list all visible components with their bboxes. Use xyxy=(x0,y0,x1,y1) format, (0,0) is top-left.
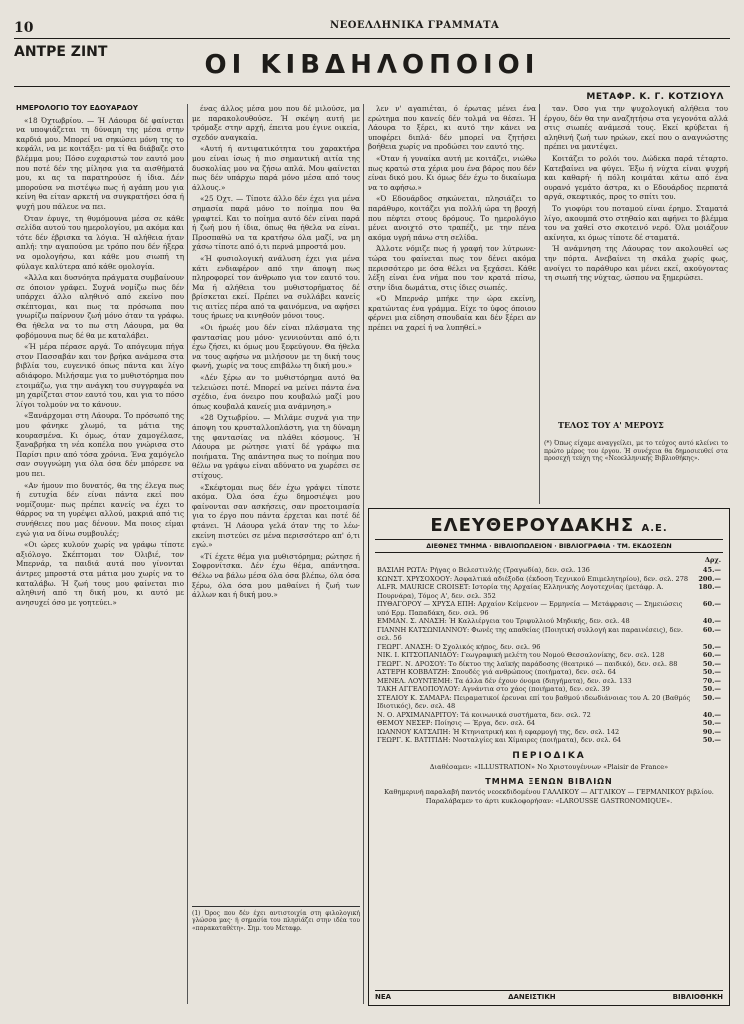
book-price: 40.— xyxy=(702,617,721,625)
book-title: ΓΕΩΡΓ. Ν. ΔΡΟΣΟΥ: Το δίκτυο της λαϊκής παράδοσης (θεατρικό — παιδικό), δεν. σελ. 88 xyxy=(377,659,678,668)
book-title: ALFR. MAURICE CROISET: Ιστορία της Αρχαίας Ελληνικής Λογοτεχνίας (μετάφρ. Α. Πουρνάρα), Τόμος Α', δεν. σελ. 352 xyxy=(377,583,664,600)
author-name: ΑΝΤΡΕ ΖΙΝΤ xyxy=(14,44,108,60)
advertiser-suffix: Α.Ε. xyxy=(641,523,668,534)
advertiser-name xyxy=(369,515,729,536)
book-entry xyxy=(377,583,721,600)
masthead: ΝΕΟΕΛΛΗΝΙΚΑ ΓΡΑΜΜΑΤΑ xyxy=(330,20,500,31)
book-title: ΕΜΜΑΝ. Σ. ΑΝΑΣΗ: Ή Καλλιέργεια του Τριφυλλιού Μηδικής, δεν. σελ. 48 xyxy=(377,617,630,625)
ad-footer-mid: ΔΑΝΕΙΣΤΙΚΗ xyxy=(508,993,556,1001)
price-header: Δρχ. xyxy=(704,556,721,564)
book-entry xyxy=(377,668,721,677)
book-price: 45.— xyxy=(702,566,721,574)
book-entry xyxy=(377,643,721,652)
book-title: ΓΕΩΡΓ. Κ. ΒΑΤΙΤΙΔΗ: Νοσταλγίες και Χίμαιρες (ποιήματα), δεν. σελ. 64 xyxy=(377,736,622,744)
column-divider xyxy=(187,104,188,1004)
periodicals-text: Διαθέσαμεν: «ILLUSTRATION» Νο Χριστουγέννων «Plaisir de France» xyxy=(429,762,669,771)
book-title: ΑΣΤΕΡΗ ΚΟΒΒΑΤΖΗ: Σπουδές γιά ανθρώπους (ποιήματα), δεν. σελ. 64 xyxy=(377,668,617,676)
paragraph: ένας άλλος μέσα μου που δέ μιλούσε, μα με παρακολουθούσε. Ή σκέψη αυτή με τρόμαξε στην αρχή, έπειτα μου έγινε οικεία, σχεδόν αναγκαία. xyxy=(192,104,360,142)
paragraph: λεν ν' αγαπιέται, ό έρωτας μένει ένα ερώτημα που κανείς δέν τολμά να θέσει. Ή Λάουρα το ξέρει, κι αυτό την κάνει να υποφέρει διπλά· δέν μπορεί να ζητήσει βοήθεια χωρίς να προδώσει τον εαυτό της. xyxy=(368,104,536,152)
page-number: 10 xyxy=(14,20,34,36)
section-heading: ΗΜΕΡΟΛΟΓΙΟ ΤΟΥ ΕΔΟΥΑΡΔΟΥ xyxy=(16,104,138,112)
paragraph: «25 Όχτ. — Τίποτε άλλο δέν έχει για μένα σημασία παρά μόνο το ποίημα που θα γραφτεί. Και το ποίημα αυτό δέν είναι παρά ή ζωή μου ή ίδια, όπως θα ήθελα να είναι. Προσπαθώ να τα κρατήσω όλα μαζί, να μη χάσω τίποτε από ό,τι περνά μπροστά μου. xyxy=(192,194,360,252)
bookshop-advertisement xyxy=(368,508,730,1006)
paragraph: «Οι ήρωές μου δέν είναι πλάσματα της φαντασίας μου μόνο· γεννιούνται από ό,τι έχω ζήσει, κι όμως μου ξεφεύγουν. Θα ήθελα να τους αφήσω να μιλήσουν με τη δική τους φωνή, χωρίς να τους επιβάλω τη δική μου.» xyxy=(192,323,360,371)
editor-note: (*) Όπως είχαμε αναγγείλει, με το τεύχος αυτό κλείνει το πρώτο μέρος του έργου. Ή συνέχεια θα δημοσιευθεί στα προσεχή τεύχη της «Νεοελληνικής Βιβλιοθήκης». xyxy=(544,440,728,463)
translator-credit: ΜΕΤΑΦΡ. Κ. Γ. ΚΟΤΖΙΟΥΛ xyxy=(586,92,724,102)
book-entry xyxy=(377,600,721,617)
book-title: ΝΙΚ. Ι. ΚΙΤΣΟΠΑΝΙΔΟΥ: Γεωγραφική μελέτη του Νομού Θεσσαλονίκης, δεν. σελ. 128 xyxy=(377,651,665,659)
paragraph: «Αυτή ή αντιφατικότητα του χαρακτήρα μου είναι ίσως ή πιο σημαντική αιτία της δυσκολίας μου να ζήσω απλά. Μου φαίνεται πως δέν υπάρχω παρά μόνο μέσα από τους άλλους.» xyxy=(192,144,360,192)
foreign-books-text: Καθημερινή παραλαβή παντός νεοεκδιδομένου ΓΑΛΛΙΚΟΥ — ΑΓΓΛΙΚΟΥ — ΓΕΡΜΑΝΙΚΟΥ βιβλίου. Παραλάβαμεν το άρτι κυκλοφορήσαν: «LAROUSSE GASTRONOMIQUE». xyxy=(384,788,714,805)
book-price: 200.— xyxy=(698,574,721,583)
book-price: 60.— xyxy=(702,651,721,659)
paragraph: «Τί έχετε θέμα για μυθιστόρημα; ρώτησε ή Σοφρονίτσκα. Δέν έχω θέμα, απάντησα. Θέλω να βάλω μέσα όλα όσα βλέπω, όλα όσα ξέρω, όλα όσα μου μαθαίνει ή ζωή των άλλων και ή δική μου.» xyxy=(192,551,360,600)
book-entry xyxy=(377,719,721,728)
book-list xyxy=(377,566,721,745)
footnote: (1) Όρος που δέν έχει αντιστοιχία στη φιλολογική γλώσσα μας· ή σημασία του πλησιάζει στην ιδέα του «παρακαταθέτη». Σημ. του Μεταφρ. xyxy=(192,906,360,932)
column-3 xyxy=(368,104,536,520)
book-price: 50.— xyxy=(702,736,721,744)
book-entry xyxy=(377,617,721,626)
top-rule xyxy=(14,38,730,39)
book-entry xyxy=(377,728,721,737)
book-title: ΓΕΩΡΓ. ΑΝΑΣΗ: Ό Σχολικός κήπος, δεν. σελ. 96 xyxy=(377,642,541,651)
book-price: 70.— xyxy=(702,676,721,685)
paragraph: «Όταν ή γυναίκα αυτή με κοιτάζει, νιώθω πως κρατώ στα χέρια μου ένα βάρος που δέν είναι δικό μου. Κι όμως δέν έχω το δικαίωμα να το αφήσω.» xyxy=(368,153,536,192)
paragraph: «Ό Εδουάρδος σηκώνεται, πλησιάζει το παράθυρο, κοιτάζει για πολλή ώρα τη βροχή που πέφτει στους δρόμους. Το ημερολόγιο μένει ανοιχτό στο τραπέζι, με την πένα ακόμα υγρή πάνω στη σελίδα. xyxy=(368,194,536,242)
paragraph: Το γιοφύρι του ποταμού είναι έρημο. Σταματά λίγο, ακουμπά στο στηθαίο και αφήνει το βλέμμα του να χαθεί στο σκοτεινό νερό. Όλα μοιάζουν ακίνητα, κι όμως τίποτε δέ σταματά. xyxy=(544,203,728,242)
paragraph: «Δέν ξέρω αν το μυθιστόρημα αυτό θα τελειώσει ποτέ. Μπορεί να μείνει πάντα ένα σχέδιο, ένα όνειρο που κουβαλώ μαζί μου όπως κουβαλά κανείς μια ανάμνηση.» xyxy=(192,373,360,411)
ad-footer xyxy=(375,990,723,1001)
article-title: ΟΙ ΚΙΒΔΗΛΟΠΟΙΟΙ xyxy=(204,50,540,80)
book-entry xyxy=(377,651,721,660)
book-entry xyxy=(377,626,721,643)
book-title: ΒΑΣΙΛΗ ΡΩΤΑ: Ρήγας ο Βελεστινλής (Τραγωδία), δεν. σελ. 136 xyxy=(377,566,590,574)
paragraph: Όταν έφυγε, τη θυμόμουνα μέσα σε κάθε σελίδα αυτού του ημερολογίου, μα ακόμα και τότε δέν έβρισκα τα λόγια. Ή αλήθεια ήταν απλή: την αγαπούσα με τρόπο που δέν ήξερα να ομολογήσω, και κάθε μου σιωπή τη φύλαγε καλύτερα από κάθε ομολογία. xyxy=(16,213,184,271)
paragraph: «28 Όχτωβρίου. — Μιλάμε συχνά για την άποψη του κρυσταλλοπλάστη, για τη δύναμη της φαντασίας να πλάθει κόσμους. Ή Λάουρα με ρώτησε γιατί δέ γράφω πια ποιήματα. Της απάντησα πως το ποίημα που θέλω να γράψω είναι αδύνατο να χωρέσει σε στίχους. xyxy=(192,413,360,480)
book-title: ΙΩΑΝΝΟΥ ΚΑΤΣΑΠΗ: Ή Κτηνιατρική και ή εφαρμογή της, δεν. σελ. 142 xyxy=(377,727,620,736)
book-price: 60.— xyxy=(702,625,721,634)
book-entry xyxy=(377,677,721,686)
book-price: 50.— xyxy=(702,685,721,693)
paragraph: «Ή φυσιολογική ανάλυση έχει για μένα κάτι ενδιαφέρον από την άποψη πως πληροφορεί τον άνθρωπο για τον εαυτό του. Μα ή αλήθεια του μυθιστορήματος δέ βρίσκεται εκεί. Πρέπει να συλλάβει κανείς τις αιτίες πέρα από τα φαινόμενα, να αφήσει τους ήρωες να κινηθούν μόνοι τους. xyxy=(192,253,360,321)
book-entry xyxy=(377,685,721,694)
paragraph: «Σκέφτομαι πως δέν έχω γράψει τίποτε ακόμα. Όλα όσα έχω δημοσιέψει μου φαίνονται σαν ασκήσεις, σαν προετοιμασία για το έργο που πάντα έρχεται και ποτέ δέ φτάνει. Ή Λάουρα γελά όταν της το λέω· εκείνη πιστεύει σε μένα περισσότερο απ' ό,τι εγώ.» xyxy=(192,482,360,550)
book-price: 60.— xyxy=(702,600,721,608)
book-title: ΓΙΑΝΝΗ ΚΑΤΣΩΝΙΑΝΝΟΥ: Φωνές της απαθείας (Ποιητική συλλογή και παραινέσεις), δεν. σελ. 56 xyxy=(377,625,684,642)
book-price: 50.— xyxy=(702,693,721,702)
book-entry xyxy=(377,711,721,720)
book-title: Ν. Ο. ΑΡΧΙΜΑΝΔΡΙΤΟΥ: Τά κοινωνικά συστήματα, δεν. σελ. 72 xyxy=(377,710,591,719)
book-entry xyxy=(377,575,721,584)
column-divider xyxy=(539,104,540,504)
book-price: 180.— xyxy=(698,583,721,591)
paragraph: «18 Όχτωβρίου. — Ή Λάουρα δέ φαίνεται να υποψιάζεται τη δύναμη της μέσα στην καρδιά μου. Μπορεί να σηκώσει μόνη της το κεφάλι, να με κοιτάξει· μα τί θα διάβαζε στο βλέμμα μου; Πόσο ευχαριστώ τον εαυτό μου που ποτέ δέν της μίλησα για τα αισθήματά μου, κι ας τα παρατηρούσε ή ίδια. Δέν μπορούσα να πιστέψω πως ή αγάπη μου για κείνη θα είταν αρκετή να συγκρατήσει όσα ή ψυχή μου πάλευε να πει. xyxy=(16,115,184,211)
ad-footer-left: ΝΕΑ xyxy=(375,993,392,1001)
book-price: 50.— xyxy=(702,668,721,676)
book-title: ΠΥΘΑΓΟΡΟΥ — ΧΡΥΣΑ ΕΠΗ: Αρχαίον Κείμενον — Ερμηνεία — Μετάφρασις — Σημειώσεις υπό Ερμ. Παπαδάκη, δεν. σελ. 96 xyxy=(377,600,683,617)
paragraph: ταν. Όσο για την ψυχολογική αλήθεια του έργου, δέν θα την αναζητήσω στα γεγονότα αλλά στις σιωπές ανάμεσά τους. Εκεί κρύβεται ή αληθινή ζωή των ηρώων, εκεί που ο αναγνώστης πρέπει να μαντέψει. xyxy=(544,104,728,152)
book-entry xyxy=(377,660,721,669)
advertiser-brand: ΕΛΕΥΘΕΡΟΥΔΑΚΗΣ xyxy=(430,515,635,536)
paragraph: Κοιτάζει το ρολόι του. Δώδεκα παρά τέταρτο. Κατεβαίνει να φύγει. Έξω ή νύχτα είναι ψυχρή και καθαρή· ή πόλη κοιμάται κάτω από ένα ουρανό γεμάτο άστρα, κι ο Εδουάρδος περπατά αργά, σκεφτικός, προς το σπίτι του. xyxy=(544,153,728,202)
book-title: ΚΩΝΣΤ. ΧΡΥΣΟΧΟΟΥ: Άσφαλτικά αδιέξοδα (έκδοση Τεχνικού Επιμελητηρίου), δεν. σελ. 278 xyxy=(377,574,689,583)
book-title: ΜΕΝΕΛ. ΛΟΥΝΤΕΜΗ: Τα άλλα δέν έχουν όνομα (διηγήματα), δεν. σελ. 133 xyxy=(377,676,632,685)
end-of-part-note: ΤΕΛΟΣ ΤΟΥ Α' ΜΕΡΟΥΣ xyxy=(558,420,664,430)
book-title: ΤΑΚΗ ΑΓΓΕΛΟΠΟΥΛΟΥ: Αγνάντια στο χάος (ποιήματα), δεν. σελ. 39 xyxy=(377,685,610,693)
paragraph: «Ό Μπερνάρ μπήκε την ώρα εκείνη, κρατώντας ένα γράμμα. Είχε το ύφος όποιου φέρνει μια είδηση σπουδαία και δέν ξέρει αν πρέπει να χαρεί ή να λυπηθεί.» xyxy=(368,294,536,333)
column-divider xyxy=(363,104,364,1004)
book-entry xyxy=(377,736,721,745)
advertiser-tagline: ΔΙΕΘΝΕΣ ΤΜΗΜΑ · ΒΙΒΛΙΟΠΩΛΕΙΟΝ · ΒΙΒΛΙΟΓΡΑΦΙΑ · ΤΜ. ΕΚΔΟΣΕΩΝ xyxy=(375,539,723,553)
foreign-books-heading: ΤΜΗΜΑ ΞΕΝΩΝ ΒΙΒΛΙΩΝ xyxy=(485,777,613,787)
paragraph: Ή ανάμνηση της Λάουρας τον ακολουθεί ως την πόρτα. Ανεβαίνει τη σκάλα χωρίς φως, ανοίγει το παράθυρο και μένει εκεί, ακούγοντας τη σιωπή της νύχτας, ώσπου να ξημερώσει. xyxy=(544,244,728,283)
column-1 xyxy=(16,104,184,1004)
title-rule xyxy=(14,86,730,87)
paragraph: «Οι ώρες κυλούν χωρίς να γράφω τίποτε αξιόλογο. Σκέπτομαι τον Όλιβιέ, τον Μπερνάρ, τα παιδιά αυτά που γίνονται άντρες μπροστά στα μάτια μου χωρίς να το καταλάβω. Ή ζωή τους μου φαίνεται πιο αληθινή από τη δική μου, κι αυτό με ανησυχεί όσο με γοητεύει.» xyxy=(16,540,184,607)
book-price: 40.— xyxy=(702,710,721,719)
paragraph: «Ή μέρα πέρασε αργά. Το απόγευμα πήγα στον Πασσαβάν και τον βρήκα ανάμεσα στα βιβλία του, ευγενικό όπως πάντα και λίγο αδιάφορο. Μιλήσαμε για το μυθιστόρημα που ετοιμάζω, για την ανάγκη του συγγραφέα να μη χαρίζεται στον εαυτό του, και για το πόσο λίγοι τολμούν να το κάνουν. xyxy=(16,342,184,409)
paragraph: «Ξανάρχομαι στη Λάουρα. Το πρόσωπό της μου φάνηκε χλωμό, τα μάτια της κουρασμένα. Κι όμως, όταν χαμογέλασε, ξαναβρήκα τη νέα κοπέλα που γνώρισα στο Παρίσι πριν από τόσα χρόνια. Ένα χαμόγελο σαν συγγνώμη για όλα όσα δέν μπόρεσε να μου πει. xyxy=(16,411,184,478)
book-title: ΣΤΕΛΙΟΥ Κ. ΣΑΜΑΡΑ: Πειραματικοί έρευναι επί του βαθμού ιδεωδιάνοιας του Α. 20 (Βαθμός Ιδιοτικός), δεν. σελ. 48 xyxy=(377,693,691,710)
ad-footer-right: ΒΙΒΛΙΟΘΗΚΗ xyxy=(672,993,723,1001)
book-price: 50.— xyxy=(702,719,721,727)
book-entry xyxy=(377,566,721,575)
book-price: 90.— xyxy=(702,727,721,736)
paragraph: Άλλοτε νόμιζε πως ή γραφή τον λύτρωνε· τώρα του φαίνεται πως τον δένει ακόμα περισσότερο με όσα θέλει να ξεχάσει. Κάθε λέξη είναι ένα νήμα που τον κρατά πίσω, στην ίδια δωμάτια, στις ίδιες σιωπές. xyxy=(368,244,536,292)
book-entry xyxy=(377,694,721,711)
paragraph: «Άλλα και δυσνόητα πράγματα συμβαίνουν σε όποιον γράφει. Συχνά νομίζω πως δέν υπάρχει άλλο αληθινό από εκείνο που σκέπτομαι, και πως τα πρόσωπα που γνωρίζω παίρνουν ζωή μόνο όταν τα γράφω. Θα ήθελα να το πω στη Λάουρα, μα θα φοβόμουνα πως δέ θα με καταλάβει. xyxy=(16,273,184,340)
book-price: 50.— xyxy=(702,659,721,668)
book-price: 50.— xyxy=(702,642,721,651)
periodicals-heading: ΠΕΡΙΟΔΙΚΑ xyxy=(512,750,586,761)
column-2 xyxy=(192,104,360,1004)
paragraph: «Αν ήμουν πιο δυνατός, θα της έλεγα πως ή ευτυχία δέν είναι πάντα εκεί που νομίζουμε· πως πρέπει κανείς να έχει το θάρρος να τη γυρέψει αλλού, μακριά από τις συνήθειες που μας δένουν. Μα ποιος είμαι εγώ για να δίνω συμβουλές; xyxy=(16,480,184,538)
book-title: ΘΕΜΟΥ ΝΕΣΕΡ: Ποίησις — Έργα, δεν. σελ. 64 xyxy=(377,719,536,727)
